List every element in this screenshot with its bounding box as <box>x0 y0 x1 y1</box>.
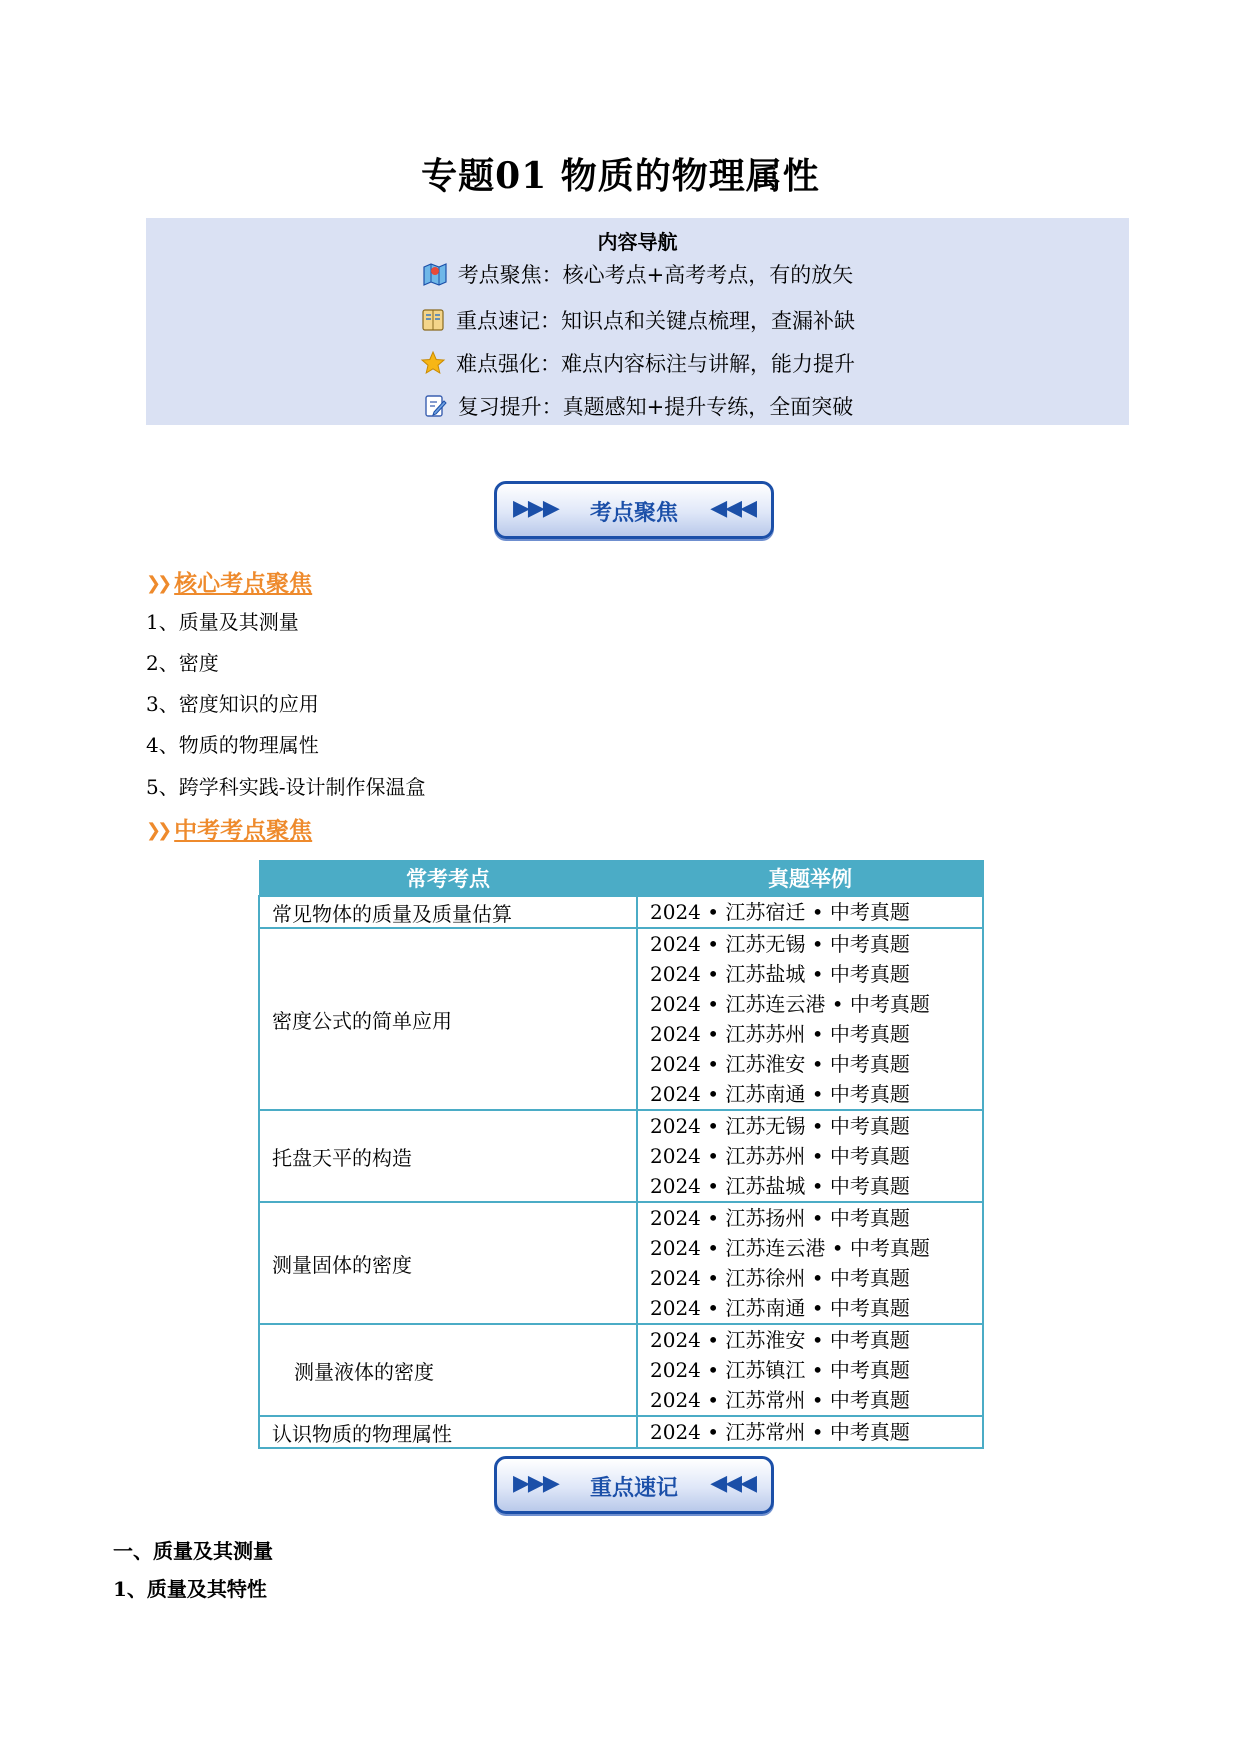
column-header: 真题举例 <box>637 861 983 897</box>
table-row <box>259 1416 983 1448</box>
core-points-heading: ❯❯ 核心考点聚焦 <box>146 570 313 597</box>
page-title: 专题01 物质的物理属性 <box>421 155 820 197</box>
banner-kaodian-jujiao: ▶▶▶ 考点聚焦 ◀◀◀ <box>494 481 774 539</box>
exam-example-cell: 2024 • 江苏常州 • 中考真题 <box>637 1416 983 1448</box>
exam-point-cell: 常见物体的质量及质量估算 <box>259 896 637 928</box>
table-row <box>259 1324 983 1416</box>
exam-point-cell: 密度公式的简单应用 <box>259 928 637 1110</box>
exam-point-cell: 托盘天平的构造 <box>259 1110 637 1202</box>
nav-row-focus: 考点聚焦：核心考点+高考考点，有的放矢 <box>146 259 1129 289</box>
exam-point-cell: 认识物质的物理属性 <box>259 1416 637 1448</box>
list-item: 1、质量及其测量 <box>146 610 299 634</box>
exam-point-cell: 测量液体的密度 <box>259 1324 637 1416</box>
map-icon <box>422 261 448 287</box>
right-arrows-icon: ▶▶▶ <box>513 496 558 521</box>
exam-point-cell: 测量固体的密度 <box>259 1202 637 1324</box>
table-row <box>259 1110 983 1202</box>
exam-example-cell: 2024 • 江苏扬州 • 中考真题 2024 • 江苏连云港 • 中考真题 2024 • 江苏徐州 • 中考真题 2024 • 江苏南通 • 中考真题 <box>637 1202 983 1324</box>
book-icon <box>420 307 446 333</box>
exam-example-cell: 2024 • 江苏淮安 • 中考真题 2024 • 江苏镇江 • 中考真题 2024 • 江苏常州 • 中考真题 <box>637 1324 983 1416</box>
content-navigation <box>146 218 1129 425</box>
list-item: 3、密度知识的应用 <box>146 692 319 716</box>
double-chevron-icon: ❯❯ <box>146 820 169 841</box>
nav-heading: 内容导航 <box>597 230 678 254</box>
exam-example-cell: 2024 • 江苏宿迁 • 中考真题 <box>637 896 983 928</box>
left-arrows-icon: ◀◀◀ <box>710 496 755 521</box>
table-row <box>259 1202 983 1324</box>
nav-row-review: 复习提升：真题感知+提升专练，全面突破 <box>146 391 1129 421</box>
table-row <box>259 928 983 1110</box>
table-row <box>259 896 983 928</box>
exam-points-heading: ❯❯ 中考考点聚焦 <box>146 817 313 844</box>
exam-example-cell: 2024 • 江苏无锡 • 中考真题 2024 • 江苏苏州 • 中考真题 2024 • 江苏盐城 • 中考真题 <box>637 1110 983 1202</box>
list-item: 4、物质的物理属性 <box>146 733 319 757</box>
exam-points-table <box>258 860 984 1449</box>
list-item: 2、密度 <box>146 651 219 675</box>
section-heading: 一、质量及其测量 <box>113 1539 273 1563</box>
table-header-row <box>259 861 983 897</box>
subsection-heading: 1、质量及其特性 <box>113 1577 267 1601</box>
exam-example-cell: 2024 • 江苏无锡 • 中考真题 2024 • 江苏盐城 • 中考真题 2024 • 江苏连云港 • 中考真题 2024 • 江苏苏州 • 中考真题 2024 • 江苏淮安 • 中考真题 2024 • 江苏南通 • 中考真题 <box>637 928 983 1110</box>
double-chevron-icon: ❯❯ <box>146 573 169 594</box>
left-arrows-icon: ◀◀◀ <box>710 1471 755 1496</box>
star-icon <box>420 350 446 376</box>
column-header: 常考考点 <box>259 861 637 897</box>
right-arrows-icon: ▶▶▶ <box>513 1471 558 1496</box>
banner-zhongdian-suji: ▶▶▶ 重点速记 ◀◀◀ <box>494 1456 774 1514</box>
nav-row-difficult: 难点强化：难点内容标注与讲解，能力提升 <box>146 348 1129 378</box>
list-item: 5、跨学科实践-设计制作保温盒 <box>146 775 426 799</box>
nav-row-notes: 重点速记：知识点和关键点梳理，查漏补缺 <box>146 305 1129 335</box>
edit-icon <box>422 393 448 419</box>
